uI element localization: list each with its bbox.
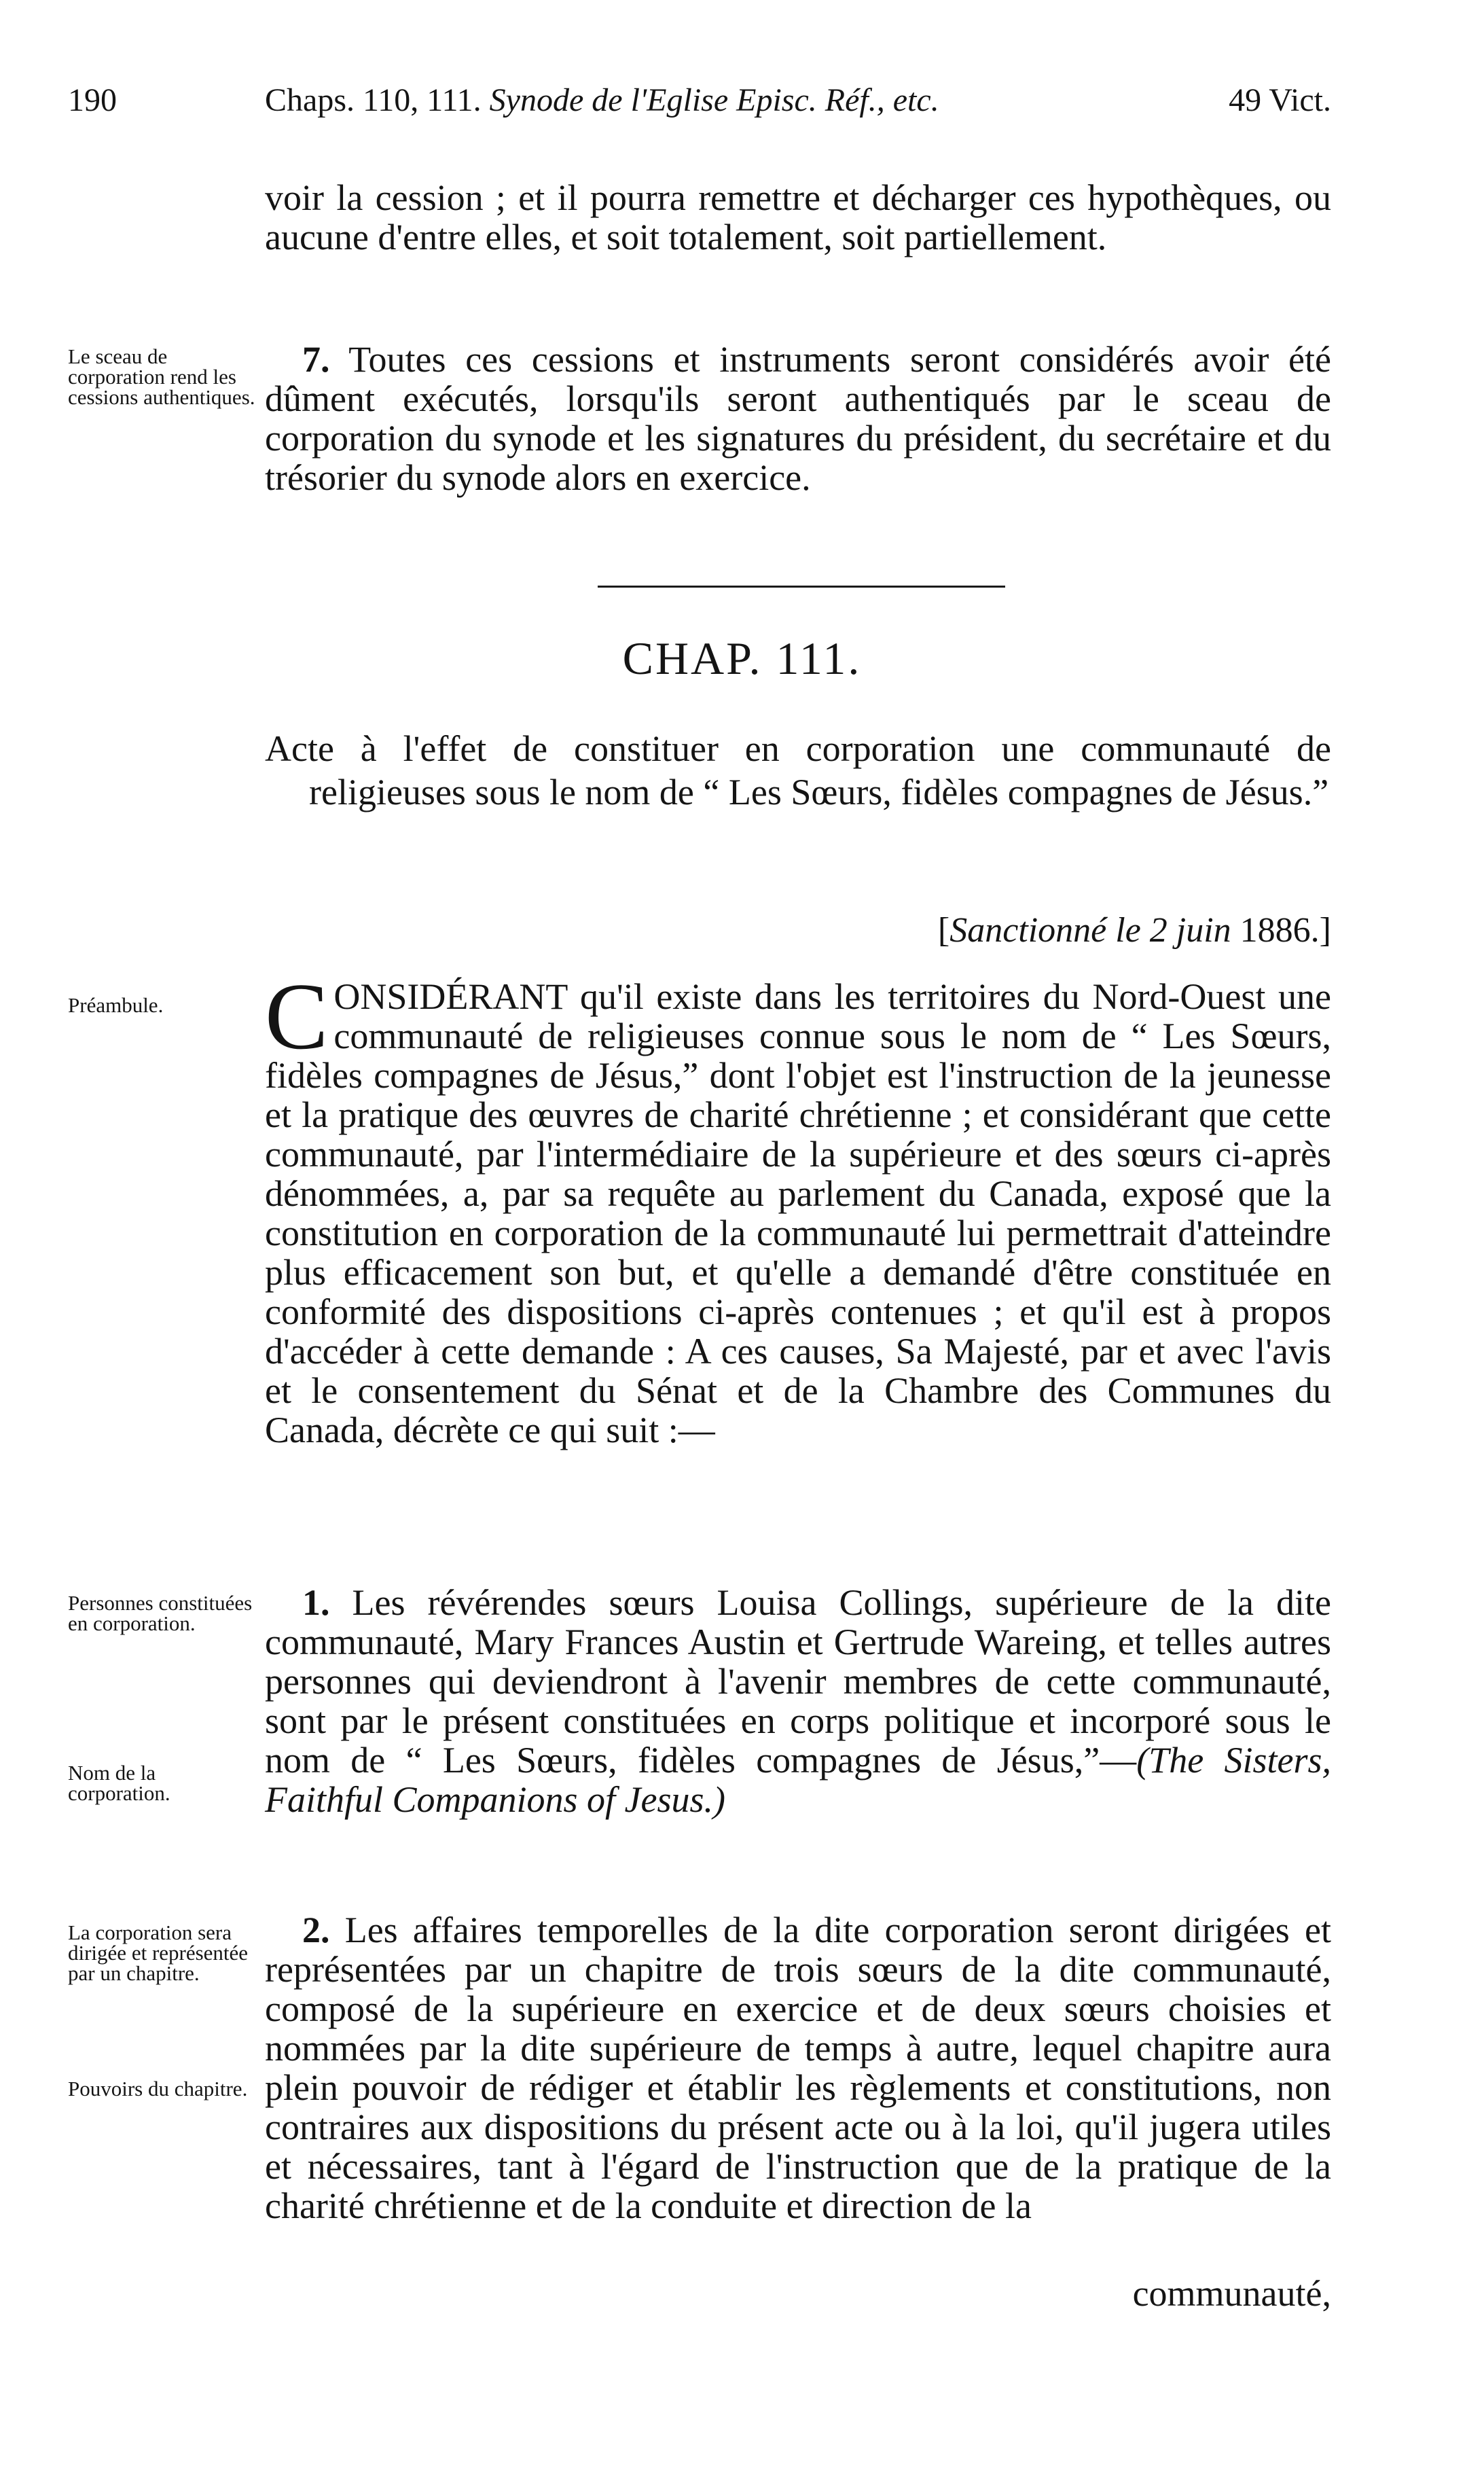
margin-note-corporate-name: Nom de la corporation. <box>68 1761 170 1805</box>
page-number: 190 <box>68 82 117 118</box>
section-2-number: 2. <box>302 1910 330 1950</box>
running-title <box>265 82 939 119</box>
margin-note-chapter-direction: La corporation sera dirigée et représentée par un chapitre. <box>68 1920 249 1985</box>
section-2-paragraph <box>265 1910 1331 2225</box>
section-1-number: 1. <box>302 1582 330 1623</box>
section-divider-rule <box>598 586 1005 588</box>
continuation-paragraph: voir la cession ; et il pourra remettre et décharger ces hypothèques, ou aucune d'entre elles, et soit totalement, soit partiellement. <box>265 177 1331 257</box>
section-7-number: 7. <box>302 339 330 380</box>
preamble-drop-cap: C <box>265 964 329 1069</box>
sanction-text: Sanctionné le 2 juin <box>949 911 1231 950</box>
running-title-chapters: Chaps. 110, 111. <box>265 82 490 118</box>
section-1-text: Les révérendes sœurs Louisa Collings, supérieure de la dite communauté, Mary Frances Austin et Gertrude Wareing, et telles autres personnes qui deviendront à l'avenir membres de cette communauté, sont par le présent constituées en corps politique et incorporé sous le nom de “ Les Sœurs, fidèles compagnes de Jésus,”— <box>265 1582 1332 1781</box>
margin-note-section-7: Le sceau de corporation rend les cessions authentiques. <box>68 344 255 409</box>
running-title-italic: Synode de l'Eglise Episc. Réf., etc. <box>489 82 939 118</box>
section-2-text: Les affaires temporelles de la dite corporation seront dirigées et représentées par un chapitre de trois sœurs de la dite communauté, composé de la supérieure en exercice et de deux sœurs choisies et nommées par la dite supérieure de temps à autre, lequel chapitre aura plein pouvoir de rédiger et établir les règlements et constitutions, non contraires aux dispositions du présent acte ou à la loi, qu'il jugera utiles et nécessaires, tant à l'égard de l'instruction que de la pratique de la charité chrétienne et de la conduite et direction de la <box>265 1910 1331 2226</box>
catchword: communauté, <box>1132 2273 1331 2314</box>
sanction-date: [Sanctionné le 2 juin 1886.] <box>937 911 1331 950</box>
preamble-paragraph <box>265 964 1331 1450</box>
section-7-text: Toutes ces cessions et instruments seront considérés avoir été dûment exécutés, lorsqu'ils seront authentiqués par le sceau de corporation du synode et les signatures du président, du secrétaire et du trésorier du synode alors en exercice. <box>265 339 1331 498</box>
margin-note-chapter-powers: Pouvoirs du chapitre. <box>68 2077 248 2100</box>
section-7-paragraph <box>265 340 1331 497</box>
margin-note-incorporation: Personnes constituées en corporation. <box>68 1591 253 1635</box>
running-header <box>68 82 1331 136</box>
sanction-year: 1886. <box>1239 911 1320 950</box>
section-1-english-name: (The Sisters, Faithful Companions of Jesus.) <box>265 1740 1331 1820</box>
chapter-heading: CHAP. 111. <box>622 632 862 684</box>
regnal-year: 49 Vict. <box>1229 82 1331 118</box>
section-1-paragraph <box>265 1583 1331 1819</box>
chapter-title: Acte à l'effet de constituer en corporation une communauté de religieuses sous le nom de “ Les Sœurs, fidèles compagnes de Jésus.” <box>265 728 1331 812</box>
margin-note-preamble: Préambule. <box>68 993 164 1017</box>
preamble-text: ONSIDÉRANT qu'il existe dans les territoires du Nord-Ouest une communauté de religieuses connue sous le nom de “ Les Sœurs, fidèles compagnes de Jésus,” dont l'objet est l'instruction de la jeunesse et la pratique des œuvres de charité chrétienne ; et considérant que cette communauté, par l'intermédiaire de la supérieure et des sœurs ci-après dénommées, a, par sa requête au parlement du Canada, exposé que la constitution en corporation de la communauté lui permettrait d'atteindre plus efficacement son but, et qu'elle a demandé d'être constituée en conformité des dispositions ci-après contenues ; et qu'il est à propos d'accéder à cette demande : A ces causes, Sa Majesté, par et avec l'avis et le consentement du Sénat et de la Chambre des Communes du Canada, décrète ce qui suit :— <box>265 976 1331 1450</box>
